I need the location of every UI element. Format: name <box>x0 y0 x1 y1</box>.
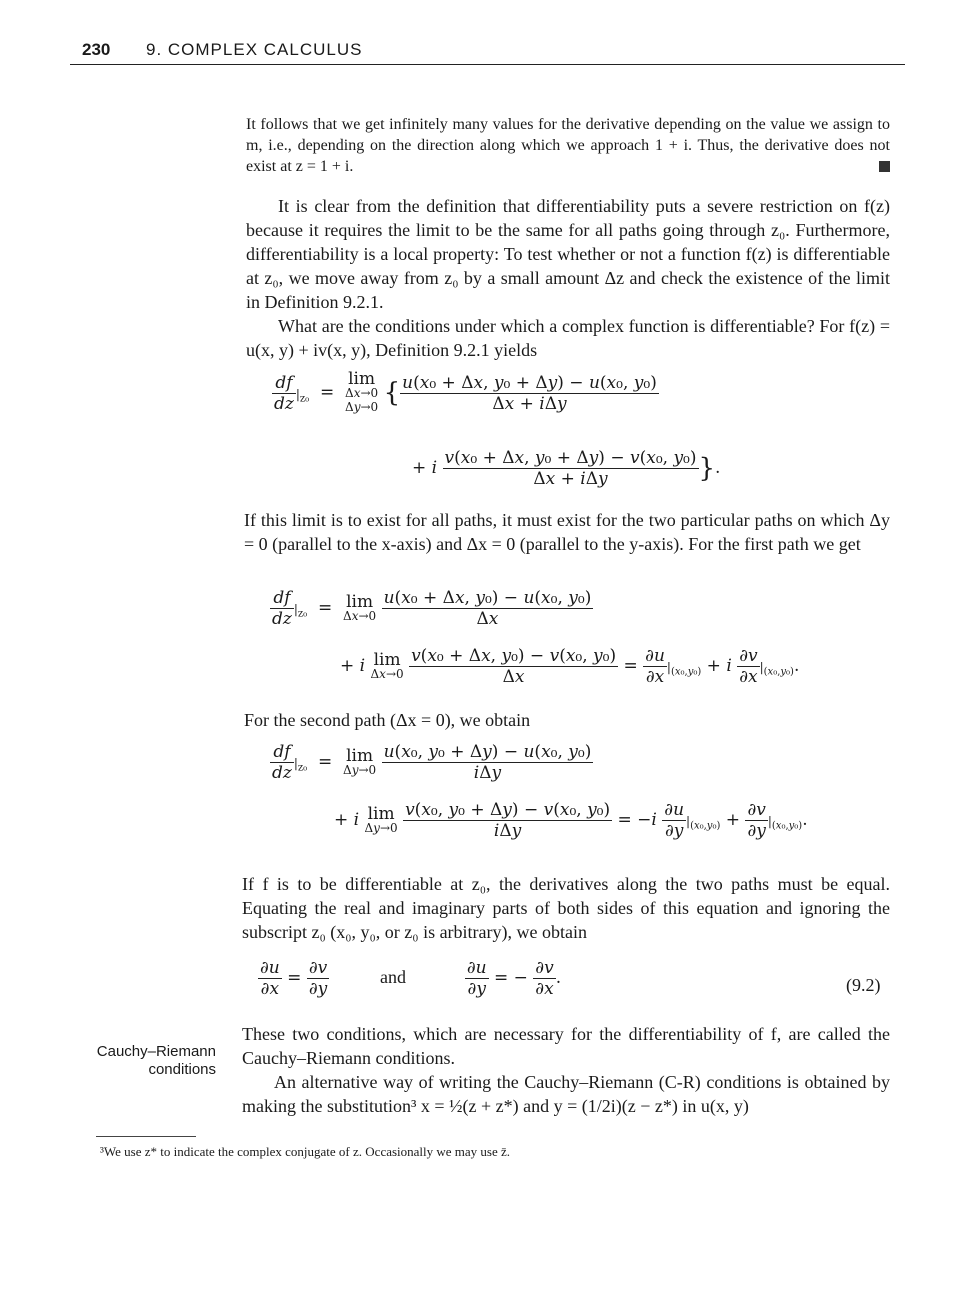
equation-second-path-line2: + i lim Δy→0 $\frac{\text{v(x₀, y₀ + Δy) − v(x₀, y₀)}}{\text{iΔy}}$ = −i $\frac{\partial u}{\partial y}$ $|_{(x_0,y_0)}$ + $\frac{\partial v}{\partial y}$ $|_{(x_0,y_0)}$. <box>334 800 808 841</box>
paragraph-alternative-form: An alternative way of writing the Cauchy–Riemann (C-R) conditions is obtained by making the substitution³ x = ½(z + z*) and y = (1/2i)(z − z*) in u(x, y) <box>242 1072 890 1116</box>
margin-note-line1: Cauchy–Riemann <box>96 1043 216 1060</box>
paragraph-conditions-question: What are the conditions under which a complex function is differentiable? For f(z) = u(x, y) + iv(x, y), Definition 9.2.1 yields <box>246 316 890 360</box>
paragraph-cr-conditions-text: These two conditions, which are necessary for the differentiability of f, are called the Cauchy–Riemann conditions. <box>242 1024 890 1068</box>
equation-number: (9.2) <box>846 975 881 995</box>
equation-first-path-line2: + i lim Δx→0 $\frac{\text{v(x₀ + Δx, y₀) − v(x₀, y₀)}}{\Delta x}$ = $\frac{\partial u}{\partial x}$ $|_{(x_0,y_0)} + i$ $\frac{\partial v}{\partial x}$ $|_{(x_0,y_0)}$. <box>340 646 800 687</box>
chapter-title: 9. COMPLEX CALCULUS <box>146 40 363 59</box>
paragraph-second-path: For the second path (Δx = 0), we obtain <box>244 710 531 730</box>
equation-first-path-line1: $\frac{df}{dz}$ $|_{z_0} = \lim$ Δx→0 $\frac{\text{u(x₀ + Δx, y₀) − u(x₀, y₀)}}{\Delta x}$ <box>272 588 592 629</box>
equation-general-limit-line1: $\frac{df}{dz}$ $|_{z_0} = \lim$ Δx→0 Δy→0 { $\frac{\text{u(x₀ + Δx, y₀ + Δy) − u(x₀, y₀)}}{\text{Δx + iΔy}}$ <box>274 369 657 414</box>
paragraph-differentiability-restriction: It is clear from the definition that differentiability puts a severe restriction on f(z) because it requires the limit to be the same for all paths going through z₀. Furthermore, differentiability is a local property: To test whether or not a function f(z) is differentiable at z₀, we move away from z₀ by a small amount Δz and check the existence of the limit in Definition 9.2.1. <box>246 196 890 312</box>
footnote-rule <box>96 1136 196 1137</box>
end-of-example-mark <box>879 161 890 172</box>
margin-note-line2: conditions <box>148 1061 216 1078</box>
paragraph-two-paths: If this limit is to exist for all paths, it must exist for the two particular paths on which Δy = 0 (parallel to the x-axis) and Δx = 0 (parallel to the y-axis). For the first path we get <box>244 510 890 554</box>
equation-second-path-line1: $\frac{df}{dz}$ $|_{z_0} = \lim$ Δy→0 $\frac{\text{u(x₀, y₀ + Δy) − u(x₀, y₀)}}{\text{iΔy}}$ <box>272 742 592 783</box>
equation-general-limit-line2: + i $\frac{\text{v(x₀ + Δx, y₀ + Δy) − v(x₀, y₀)}}{\text{Δx + iΔy}}$ }. <box>412 448 721 489</box>
running-header <box>70 38 905 65</box>
equation-and-word: and <box>380 967 407 987</box>
paragraph-cr-conditions <box>242 1022 890 1070</box>
margin-note <box>96 1043 216 1079</box>
example-ending <box>246 114 890 177</box>
paragraph-equating-parts: If f is to be differentiable at z₀, the derivatives along the two paths must be equal. Equating the real and imaginary parts of both sides of this equation and ignoring the subscript z₀ (x₀, y₀, or z₀ is arbitrary), we obtain <box>242 874 890 942</box>
page-number: 230 <box>82 40 111 59</box>
footnote: ³We use z* to indicate the complex conjugate of z. Occasionally we may use z̄. <box>100 1144 511 1159</box>
equation-cauchy-riemann: $\frac{\partial u}{\partial x}$ = $\frac{\partial v}{\partial y}$ and $\frac{\partial u}{\partial y}$ = − $\frac{\partial v}{\partial x}$ . <box>260 958 562 999</box>
example-ending-text: It follows that we get infinitely many values for the derivative depending on the value we assign to m, i.e., depending on the direction along which we approach 1 + i. Thus, the derivative does not exist at z = 1 + i. <box>246 116 890 175</box>
